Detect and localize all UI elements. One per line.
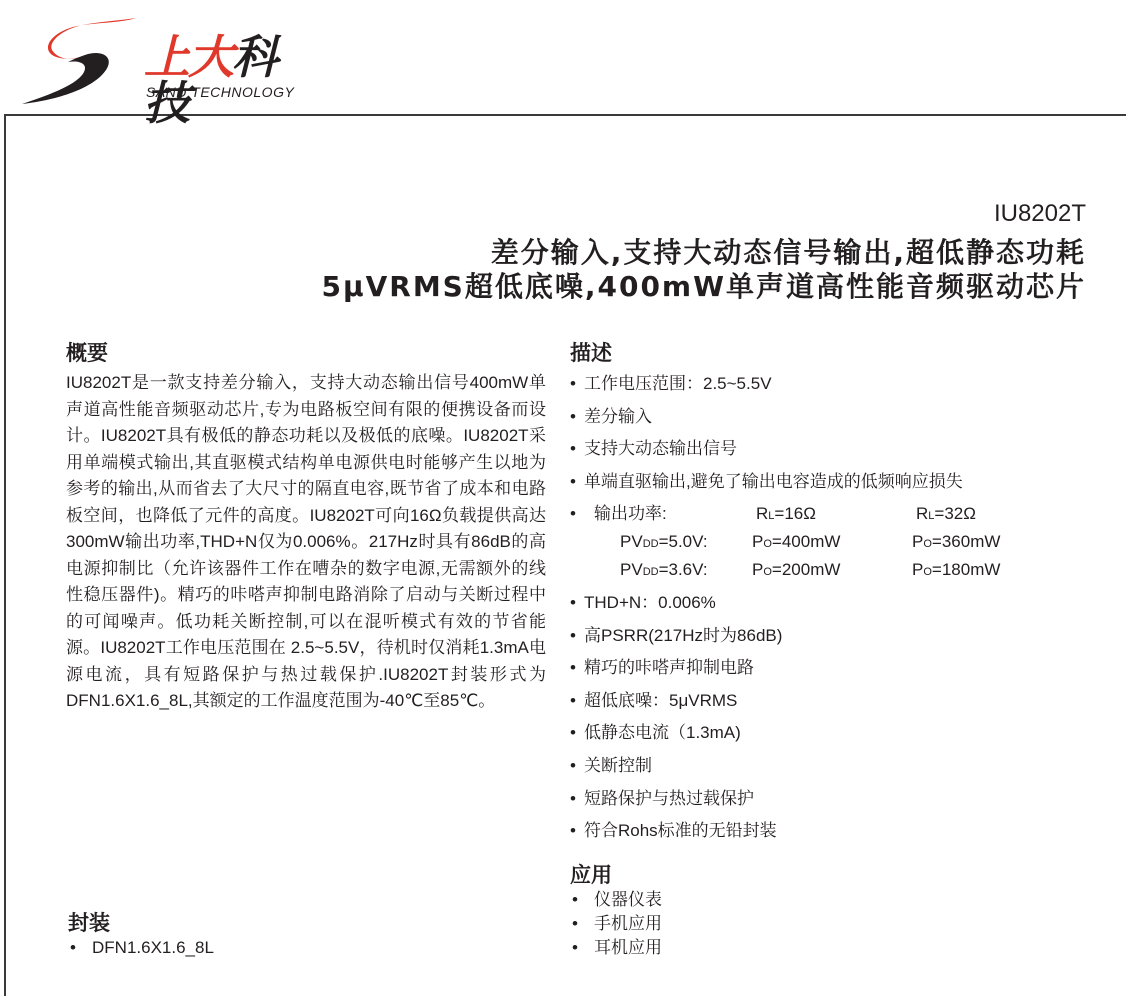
val-main: P bbox=[912, 531, 924, 551]
feature-item: • 低静态电流（1.3mA) bbox=[570, 717, 1090, 750]
package-item: • DFN1.6X1.6_8L bbox=[68, 936, 214, 960]
cond-rest: =5.0V: bbox=[658, 531, 708, 551]
applications-list bbox=[570, 888, 662, 960]
power-table bbox=[570, 529, 1090, 585]
power-value-16ohm bbox=[752, 529, 912, 557]
feature-item: • 工作电压范围：2.5~5.5V bbox=[570, 368, 1090, 401]
val-sub: O bbox=[923, 565, 932, 578]
power-value-16ohm bbox=[752, 557, 912, 585]
val-rest: =360mW bbox=[931, 531, 1001, 551]
description-section bbox=[570, 340, 1090, 848]
output-power-label: • 输出功率: bbox=[594, 504, 667, 524]
val-main: P bbox=[912, 559, 924, 579]
overview-text: IU8202T是一款支持差分输入，支持大动态输出信号400mW单声道高性能音频驱动芯片,专为电路板空间有限的便携设备而设计。IU8202T具有极低的静态功耗以及极低的底噪。IU8202T采用单端模式输出,其直驱模式结构单电源供电时能够产生以地为参考的输出,从而省去了大尺寸的隔直电容,既节省了成本和电路板空间，也降低了元件的高度。IU8202T可向16Ω负载提供高达300mW输出功率,THD+N仅为0.006%。217Hz时具有86dB的高电源抑制比（允许该器件工作在嘈杂的数字电源,无需额外的线性稳压器件)。精巧的咔嗒声抑制电路消除了启动与关断过程中的可闻噪声。低功耗关断控制,可以在混听模式有效的节省能源。IU8202T工作电压范围在 2.5~5.5V，待机时仅消耗1.3mA电源电流，具有短路保护与热过载保护.IU8202T封装形式为DFN1.6X1.6_8L,其额定的工作温度范围为-40℃至85℃。 bbox=[66, 373, 546, 710]
feature-item: • 超低底噪：5μVRMS bbox=[570, 685, 1090, 718]
package-section bbox=[68, 910, 214, 960]
package-list bbox=[68, 936, 214, 960]
feature-item: • 支持大动态输出信号 bbox=[570, 433, 1090, 466]
logo-english-name: SAND TECHNOLOGY bbox=[146, 84, 295, 100]
col-main: R bbox=[916, 504, 929, 524]
feature-item: • 符合Rohs标准的无铅封装 bbox=[570, 815, 1090, 848]
overview-heading: 概要 bbox=[66, 341, 108, 365]
logo-chinese-name bbox=[144, 30, 318, 130]
val-sub: O bbox=[923, 537, 932, 550]
feature-item-output-power bbox=[570, 498, 1090, 533]
cond-rest: =3.6V: bbox=[658, 559, 708, 579]
val-main: P bbox=[752, 531, 764, 551]
cond-main: PV bbox=[620, 531, 643, 551]
val-sub: O bbox=[763, 537, 772, 550]
power-row-5v bbox=[620, 529, 1090, 557]
document-title bbox=[322, 236, 1087, 304]
s-logo-icon bbox=[18, 14, 148, 106]
applications-section bbox=[570, 862, 662, 960]
application-item: • 耳机应用 bbox=[570, 936, 662, 960]
feature-item: • 精巧的咔嗒声抑制电路 bbox=[570, 652, 1090, 685]
part-number: IU8202T bbox=[993, 200, 1086, 227]
cond-main: PV bbox=[620, 559, 643, 579]
col-sub: L bbox=[928, 510, 935, 523]
power-col-header-32ohm bbox=[916, 498, 976, 533]
val-main: P bbox=[752, 559, 764, 579]
applications-heading: 应用 bbox=[570, 863, 612, 887]
feature-item: • 差分输入 bbox=[570, 401, 1090, 434]
power-condition bbox=[620, 529, 752, 557]
cond-sub: DD bbox=[642, 537, 659, 550]
col-main: R bbox=[756, 504, 769, 524]
feature-item: • 关断控制 bbox=[570, 750, 1090, 783]
val-rest: =180mW bbox=[931, 559, 1001, 579]
feature-item: • 单端直驱输出,避免了输出电容造成的低频响应损失 bbox=[570, 466, 1090, 499]
power-value-32ohm bbox=[912, 557, 1000, 585]
power-condition bbox=[620, 557, 752, 585]
logo-cn-black: 科技 bbox=[144, 30, 276, 130]
package-heading: 封装 bbox=[68, 911, 110, 935]
power-col-header-16ohm bbox=[756, 498, 916, 533]
val-sub: O bbox=[763, 565, 772, 578]
feature-item: • THD+N：0.006% bbox=[570, 587, 1090, 620]
power-row-3v6 bbox=[620, 557, 1090, 585]
feature-list bbox=[570, 368, 1090, 533]
application-item: • 手机应用 bbox=[570, 912, 662, 936]
col-rest: =16Ω bbox=[774, 504, 816, 524]
logo-cn-red: 上大 bbox=[144, 30, 232, 84]
overview-section bbox=[66, 340, 546, 715]
feature-list-continued bbox=[570, 587, 1090, 848]
feature-item: • 短路保护与热过载保护 bbox=[570, 783, 1090, 816]
application-item: • 仪器仪表 bbox=[570, 888, 662, 912]
col-rest: =32Ω bbox=[934, 504, 976, 524]
val-rest: =400mW bbox=[771, 531, 841, 551]
title-line-2: 5μVRMS超低底噪,400mW单声道高性能音频驱动芯片 bbox=[321, 270, 1086, 303]
description-heading: 描述 bbox=[570, 341, 612, 365]
val-rest: =200mW bbox=[771, 559, 841, 579]
sand-technology-logo bbox=[18, 14, 318, 130]
cond-sub: DD bbox=[642, 565, 659, 578]
power-table-header bbox=[584, 498, 1090, 533]
title-line-1: 差分输入,支持大动态信号输出,超低静态功耗 bbox=[490, 236, 1086, 269]
col-sub: L bbox=[768, 510, 775, 523]
power-value-32ohm bbox=[912, 529, 1000, 557]
feature-item: • 高PSRR(217Hz时为86dB) bbox=[570, 620, 1090, 653]
